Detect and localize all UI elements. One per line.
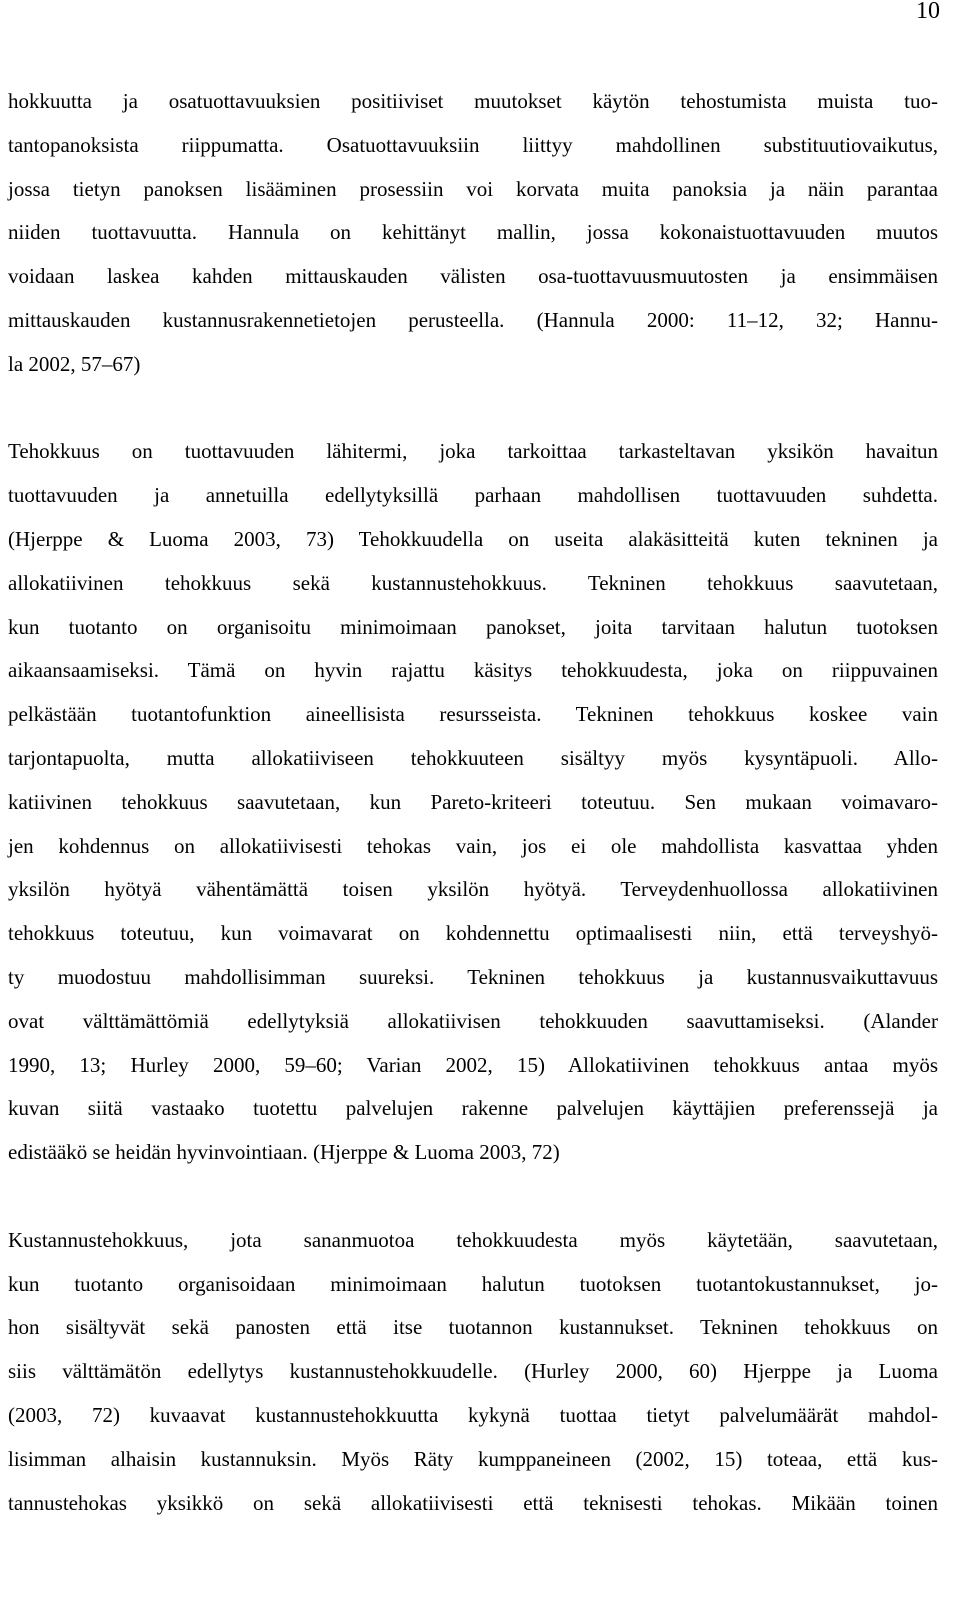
text-line: tarjontapuolta, mutta allokatiiviseen tehokkuuteen sisältyy myös kysyntäpuoli. Allo- [8, 745, 938, 770]
text-line: mittauskauden kustannusrakennetietojen perusteella. (Hannula 2000: 11–12, 32; Hannu- [8, 307, 938, 332]
text-line: tantopanoksista riippumatta. Osatuottavuuksiin liittyy mahdollinen substituutiovaikutus, [8, 132, 938, 157]
paragraph-cost-efficiency [8, 1219, 938, 1526]
paragraph-efficiency [8, 430, 938, 1175]
text-line: hon sisältyvät sekä panosten että itse tuotannon kustannukset. Tekninen tehokkuus on [8, 1315, 938, 1340]
text-line: Tehokkuus on tuottavuuden lähitermi, joka tarkoittaa tarkasteltavan yksikön havaitun [8, 439, 938, 464]
text-line: aikaansaamiseksi. Tämä on hyvin rajattu käsitys tehokkuudesta, joka on riippuvainen [8, 658, 938, 683]
text-line: ovat välttämättömiä edellytyksiä allokatiivisen tehokkuuden saavuttamiseksi. (Alander [8, 1008, 938, 1033]
text-line: la 2002, 57–67) [8, 351, 141, 376]
document-body [8, 80, 938, 1525]
text-line: niiden tuottavuutta. Hannula on kehittänyt mallin, jossa kokonaistuottavuuden muutos [8, 220, 938, 245]
text-line: kuvan siitä vastaako tuotettu palvelujen rakenne palvelujen käyttäjien preferenssejä ja [8, 1096, 938, 1121]
text-line: jossa tietyn panoksen lisääminen prosessiin voi korvata muita panoksia ja näin parantaa [8, 176, 938, 201]
text-line: voidaan laskea kahden mittauskauden välisten osa-tuottavuusmuutosten ja ensimmäisen [8, 264, 938, 289]
text-line: edistääkö se heidän hyvinvointiaan. (Hjerppe & Luoma 2003, 72) [8, 1140, 560, 1165]
text-line: lisimman alhaisin kustannuksin. Myös Räty kumppaneineen (2002, 15) toteaa, että kus- [8, 1446, 938, 1471]
text-line: tuottavuuden ja annetuilla edellytyksillä parhaan mahdollisen tuottavuuden suhdetta. [8, 483, 938, 508]
text-line: Kustannustehokkuus, jota sananmuotoa tehokkuudesta myös käytetään, saavutetaan, [8, 1227, 938, 1252]
text-line: katiivinen tehokkuus saavutetaan, kun Pareto-kriteeri toteutuu. Sen mukaan voimavaro- [8, 789, 938, 814]
text-line: kun tuotanto on organisoitu minimoimaan panokset, joita tarvitaan halutun tuotoksen [8, 614, 938, 639]
text-line: yksilön hyötyä vähentämättä toisen yksilön hyötyä. Terveydenhuollossa allokatiivinen [8, 877, 938, 902]
text-line: 1990, 13; Hurley 2000, 59–60; Varian 2002, 15) Allokatiivinen tehokkuus antaa myös [8, 1052, 938, 1077]
text-line: ty muodostuu mahdollisimman suureksi. Tekninen tehokkuus ja kustannusvaikuttavuus [8, 964, 938, 989]
text-line: pelkästään tuotantofunktion aineellisista resursseista. Tekninen tehokkuus koskee vain [8, 702, 938, 727]
paragraph-gap [8, 1175, 938, 1219]
text-line: tannustehokas yksikkö on sekä allokatiivisesti että teknisesti tehokas. Mikään toinen [8, 1490, 938, 1515]
text-line: allokatiivinen tehokkuus sekä kustannustehokkuus. Tekninen tehokkuus saavutetaan, [8, 570, 938, 595]
text-line: hokkuutta ja osatuottavuuksien positiiviset muutokset käytön tehostumista muista tuo- [8, 89, 938, 113]
text-line: kun tuotanto organisoidaan minimoimaan halutun tuotoksen tuotantokustannukset, jo- [8, 1271, 938, 1296]
text-line: (Hjerppe & Luoma 2003, 73) Tehokkuudella on useita alakäsitteitä kuten tekninen ja [8, 526, 938, 551]
paragraph-gap [8, 387, 938, 431]
text-line: siis välttämätön edellytys kustannustehokkuudelle. (Hurley 2000, 60) Hjerppe ja Luoma [8, 1359, 938, 1384]
page-number: 10 [916, 0, 940, 24]
text-line: jen kohdennus on allokatiivisesti tehokas vain, jos ei ole mahdollista kasvattaa yhden [8, 833, 938, 858]
paragraph-productivity [8, 80, 938, 387]
text-line: (2003, 72) kuvaavat kustannustehokkuutta kykynä tuottaa tietyt palvelumäärät mahdol- [8, 1402, 938, 1427]
text-line: tehokkuus toteutuu, kun voimavarat on kohdennettu optimaalisesti niin, että terveyshyö- [8, 921, 938, 946]
